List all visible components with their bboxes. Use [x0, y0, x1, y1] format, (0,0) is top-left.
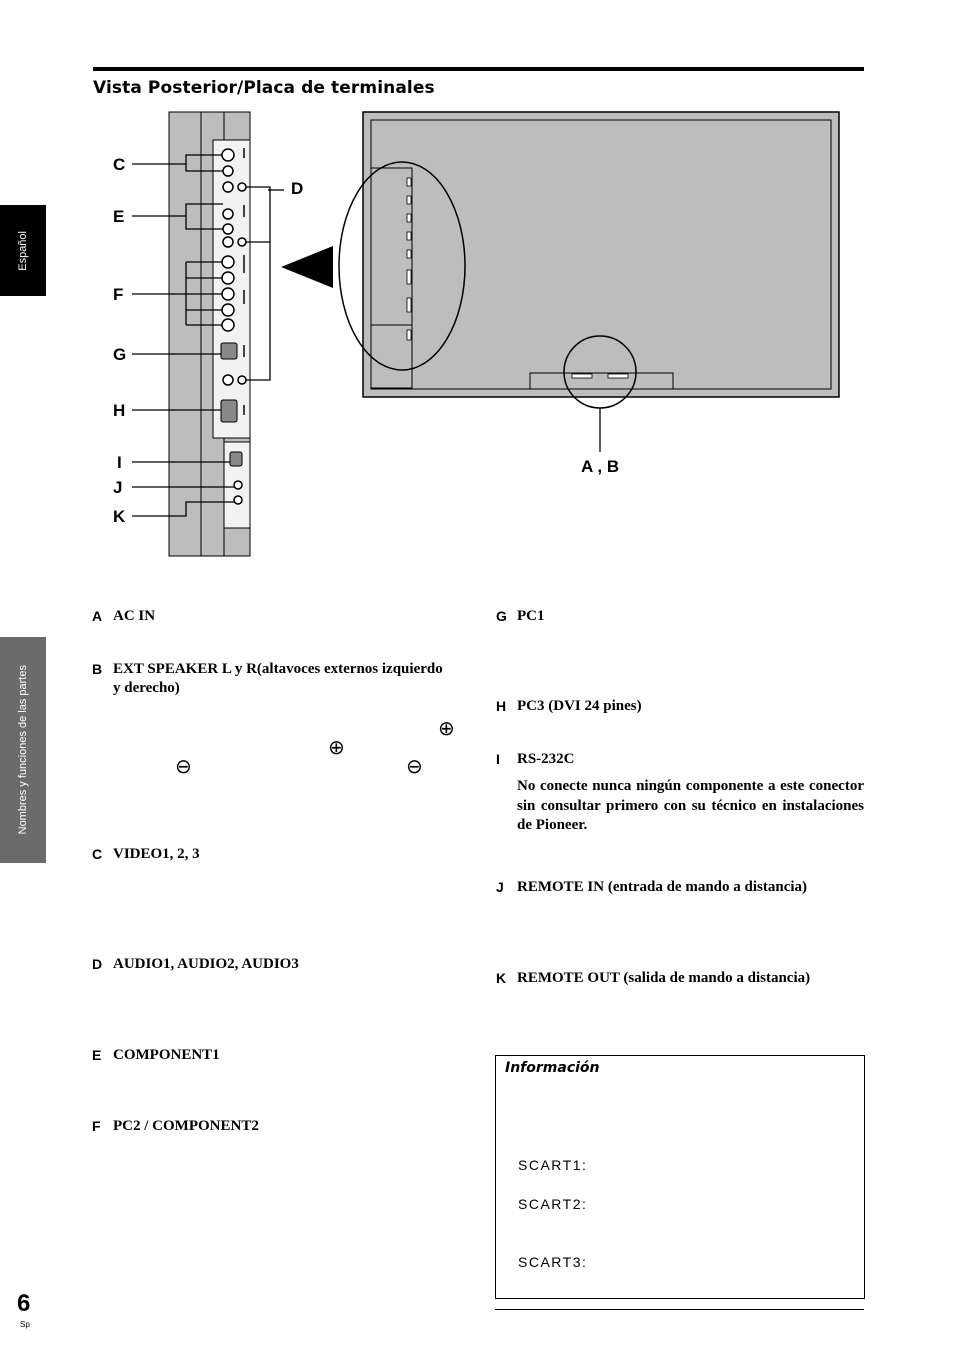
item-key: G: [496, 608, 507, 624]
item-text: RS-232C: [517, 751, 575, 767]
item-text: VIDEO1, 2, 3: [113, 846, 200, 862]
item-key: F: [92, 1118, 101, 1134]
item-i: [496, 750, 866, 770]
figure-label-i: I: [117, 453, 122, 472]
item-text: AC IN: [113, 608, 156, 624]
figure-label-c: C: [113, 155, 126, 174]
page-suffix: Sp: [20, 1320, 30, 1329]
zoom-arrow: [281, 246, 333, 288]
item-h: [496, 697, 866, 717]
figure-label-j: J: [113, 478, 123, 497]
scart2-label: SCART2:: [518, 1196, 588, 1212]
section-tab: [0, 637, 46, 863]
item-key: I: [496, 751, 500, 767]
section-tab-label: Nombres y funciones de las partes: [17, 665, 29, 835]
scart1-label: SCART1:: [518, 1157, 588, 1173]
item-text: PC3 (DVI 24 pines): [517, 698, 642, 714]
item-key: A: [92, 608, 103, 624]
item-j: [496, 878, 866, 898]
item-key: K: [496, 970, 507, 986]
language-tab-label: Español: [17, 230, 29, 271]
item-b: [92, 660, 472, 700]
plus-symbol: ⊕: [328, 735, 345, 759]
item-key: D: [92, 956, 103, 972]
rs232c-note: No conecte nunca ningún componente a este conector sin consultar primero con su técnico en instalaciones de Pioneer.: [517, 778, 864, 833]
info-box-title: Información: [505, 1060, 600, 1076]
minus-symbol: ⊖: [175, 754, 192, 778]
item-c: [92, 845, 472, 865]
item-text: REMOTE IN (entrada de mando a distancia): [517, 879, 808, 895]
item-key: H: [496, 698, 507, 714]
figure-label-k: K: [113, 507, 126, 526]
item-text-2: y derecho): [113, 680, 180, 696]
item-text: AUDIO1, AUDIO2, AUDIO3: [113, 956, 299, 972]
item-key: E: [92, 1047, 102, 1063]
item-d: [92, 955, 472, 975]
plus-symbol: ⊕: [438, 716, 455, 740]
item-a: [92, 607, 472, 627]
item-key: J: [496, 879, 504, 895]
item-f: [92, 1117, 472, 1137]
bottom-rule: [495, 1309, 864, 1310]
page-number: 6: [17, 1290, 31, 1317]
scart3-label: SCART3:: [518, 1254, 588, 1270]
item-text: REMOTE OUT (salida de mando a distancia): [517, 970, 811, 986]
section-title: Vista Posterior/Placa de terminales: [93, 78, 435, 98]
item-key: C: [92, 846, 103, 862]
minus-symbol: ⊖: [406, 754, 423, 778]
figure-label-d: D: [291, 179, 304, 198]
item-k: [496, 969, 866, 989]
figure-label-e: E: [113, 207, 125, 226]
figure-label-f: F: [113, 285, 124, 304]
item-text: PC2 / COMPONENT2: [113, 1118, 259, 1134]
item-text: EXT SPEAKER L y R(altavoces externos izquierdo: [113, 661, 443, 677]
figure-label-h: H: [113, 401, 126, 420]
item-e: [92, 1046, 472, 1066]
item-text: PC1: [517, 608, 545, 624]
item-key: B: [92, 661, 103, 677]
figure-label-g: G: [113, 345, 127, 364]
rear-view-diagram: [0, 0, 954, 600]
figure-label-ab: A , B: [581, 457, 620, 476]
terminal-panel: [169, 112, 250, 556]
item-g: [496, 607, 866, 627]
item-text: COMPONENT1: [113, 1047, 220, 1063]
